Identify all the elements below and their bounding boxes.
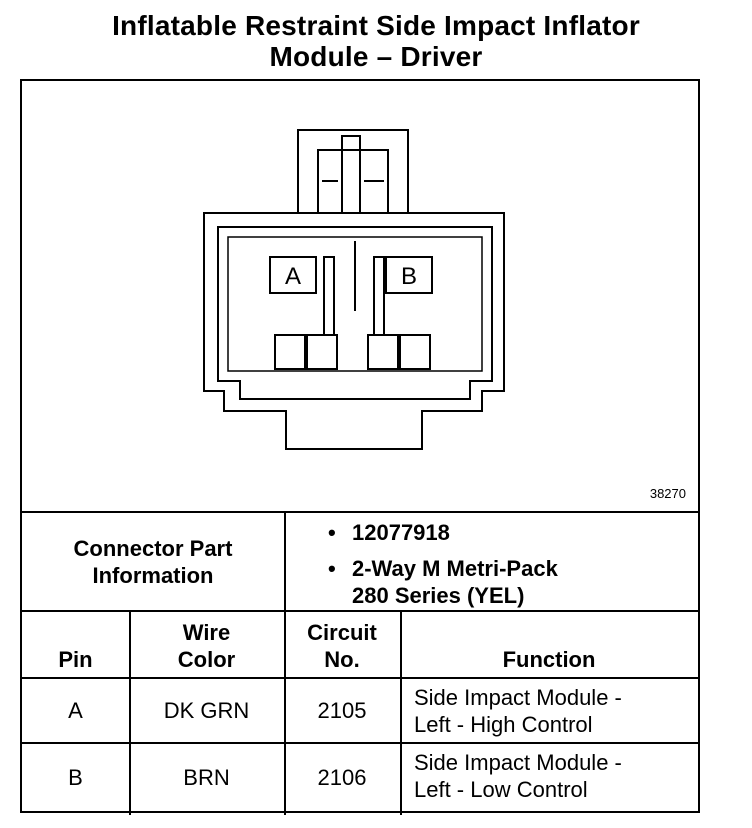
terminal-b-blade (374, 257, 384, 335)
row-a-circuit: 2105 (317, 697, 367, 723)
latch-bar (342, 136, 360, 213)
part-number: 12077918 (352, 520, 450, 545)
header-circuit-line-2: No. (324, 647, 360, 672)
connector-card (20, 79, 700, 813)
terminal-b-label: B (400, 263, 418, 290)
header-circuit-no (284, 619, 400, 673)
row-a-function-line-2: Left - High Control (414, 712, 593, 737)
connector-info-item (328, 555, 688, 609)
terminal-b-contact-left (368, 335, 398, 369)
terminal-b-contact-right (400, 335, 430, 369)
row-a-function (414, 684, 622, 738)
header-circuit-line-1: Circuit (307, 620, 377, 645)
terminal-a-contact-left (275, 335, 305, 369)
title-line-2: Module – Driver (269, 41, 483, 72)
bullet-icon: • (328, 520, 336, 545)
figure-number: 38270 (649, 486, 686, 501)
connector-info-label (22, 513, 284, 610)
header-wire-color (129, 619, 284, 673)
connector-info-label-line-1: Connector Part (73, 535, 233, 561)
connector-diagram (22, 81, 698, 511)
connector-info-list (328, 519, 688, 609)
row-a-wire-color: DK GRN (163, 697, 250, 723)
column-divider-circuit (400, 610, 402, 815)
header-wire-line-2: Color (177, 647, 236, 672)
terminal-a-label: A (284, 263, 302, 290)
title-line-1: Inflatable Restraint Side Impact Inflator (112, 10, 640, 41)
locking-tab (298, 130, 408, 213)
connector-info-item (328, 519, 688, 546)
row-b-wire-color: BRN (183, 764, 230, 790)
row-b-function (414, 749, 622, 803)
row-b-function-line-1: Side Impact Module - (414, 750, 622, 775)
connector-info-label-line-2: Information (92, 562, 214, 588)
row-b-pin: B (68, 764, 83, 790)
terminal-a-contact-right (307, 335, 337, 369)
divider-info (22, 610, 698, 612)
row-b-circuit: 2106 (317, 764, 367, 790)
row-a-function-line-1: Side Impact Module - (414, 685, 622, 710)
row-b-function-line-2: Left - Low Control (414, 777, 588, 802)
page-title (0, 10, 752, 72)
connector-type: 2-Way M Metri-Pack (352, 556, 558, 581)
terminal-a-blade (324, 257, 334, 335)
bullet-icon: • (328, 556, 336, 581)
header-wire-line-1: Wire (182, 620, 231, 645)
connector-series: 280 Series (YEL) (352, 583, 525, 608)
row-a-pin: A (68, 697, 83, 723)
header-pin: Pin (58, 647, 93, 672)
header-function: Function (502, 647, 596, 672)
